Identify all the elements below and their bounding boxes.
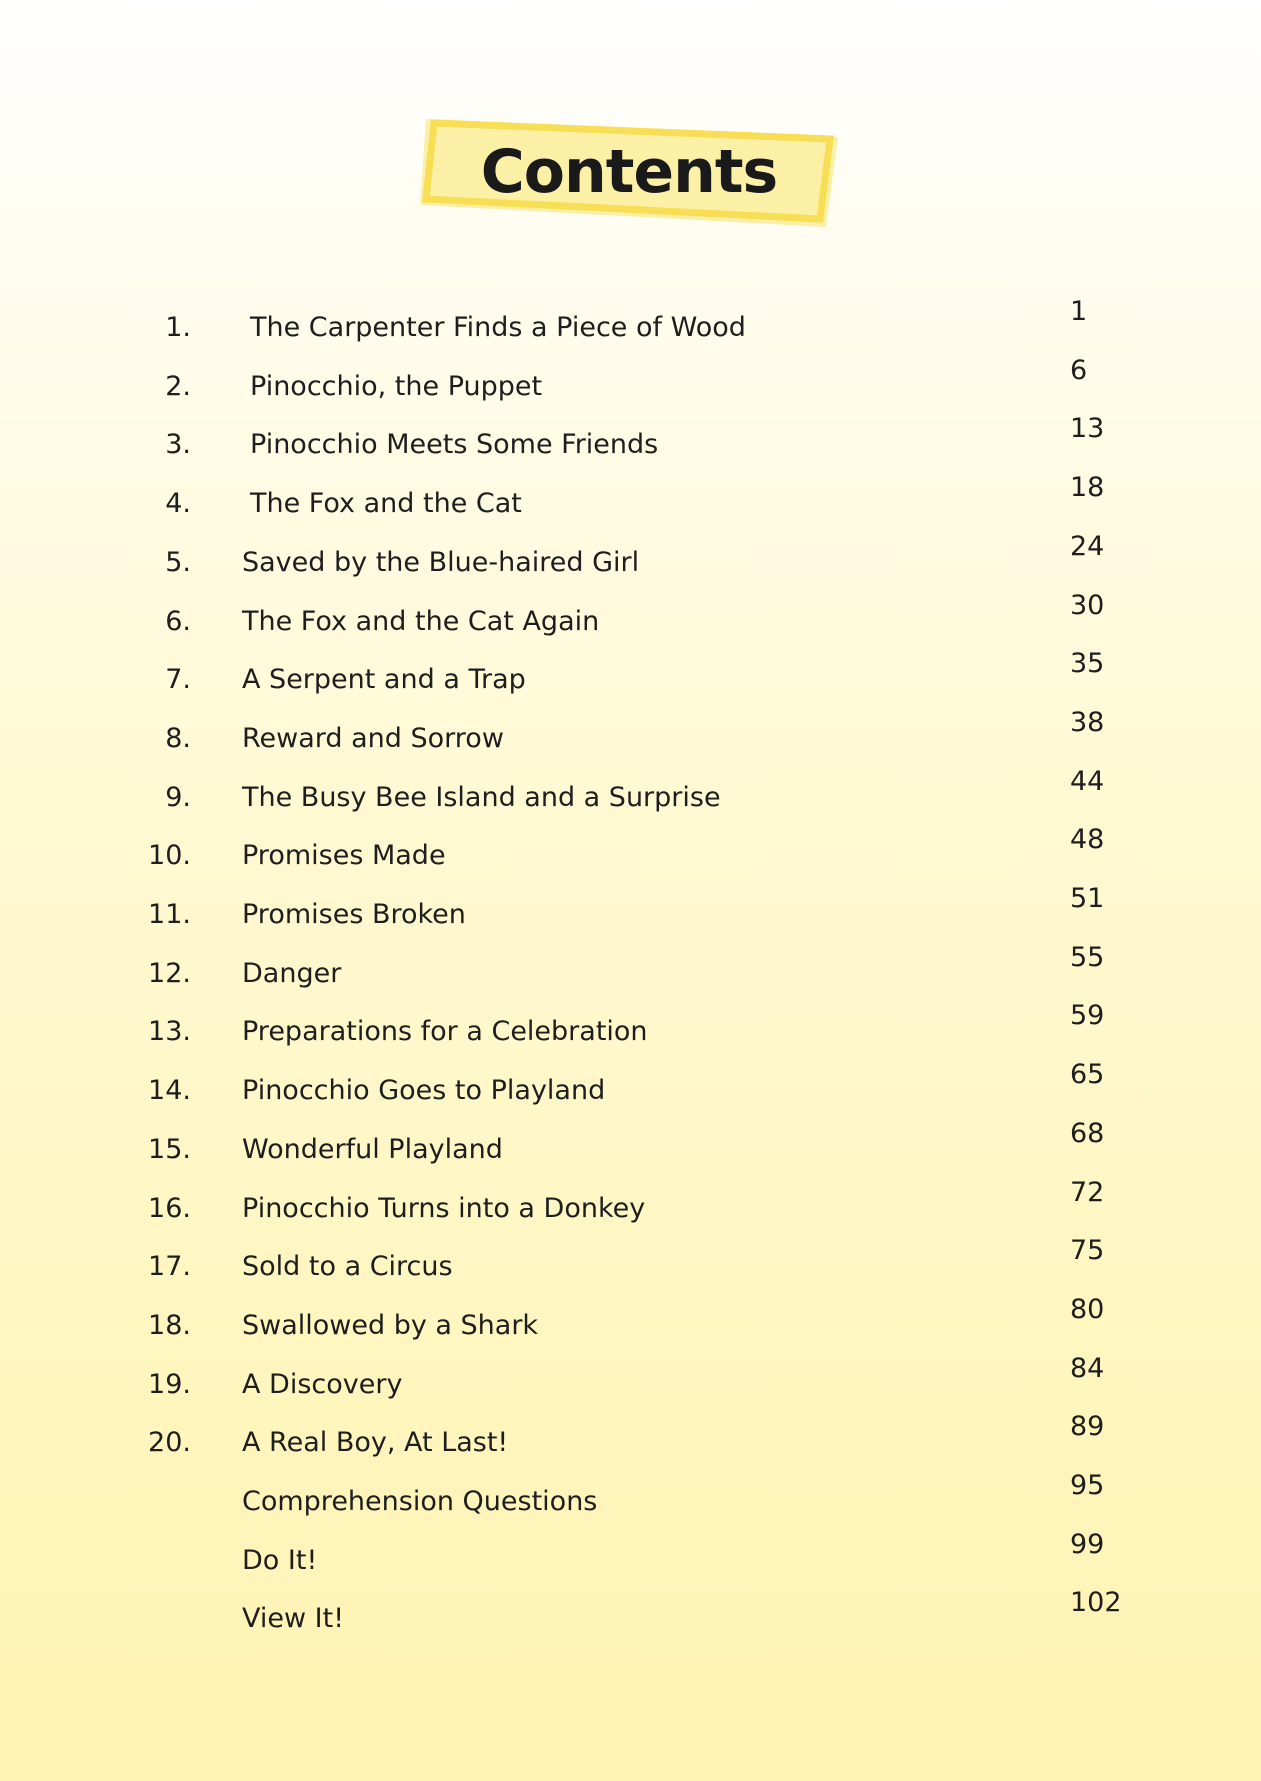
page-number: 84 (1070, 1352, 1105, 1384)
chapter-number: 10. (148, 840, 191, 872)
chapter-number: 11. (148, 899, 191, 930)
contents-heading-label (420, 115, 838, 227)
chapter-number: 13. (148, 1016, 191, 1048)
chapter-title: The Carpenter Finds a Piece of Wood (250, 312, 746, 343)
chapter-title: The Busy Bee Island and a Surprise (242, 781, 721, 813)
page-number: 44 (1070, 765, 1105, 797)
page-number: 59 (1070, 1000, 1105, 1032)
chapter-number: 3. (165, 429, 191, 461)
toc-entry (0, 1293, 1261, 1346)
chapter-number: 1. (165, 312, 191, 343)
chapter-title: Pinocchio, the Puppet (250, 370, 543, 402)
chapter-number: 19. (148, 1368, 191, 1400)
toc-entry (0, 1411, 1261, 1463)
page-number: 51 (1070, 883, 1105, 914)
chapter-number: 5. (165, 546, 191, 578)
chapter-title: Preparations for a Celebration (242, 1016, 648, 1048)
toc-entry (0, 589, 1261, 642)
chapter-number: 8. (165, 722, 191, 754)
toc-entry (0, 1587, 1261, 1639)
chapter-title: A Serpent and a Trap (242, 664, 526, 696)
chapter-title: The Fox and the Cat (250, 488, 522, 520)
page-number: 75 (1070, 1235, 1105, 1267)
toc-entry (0, 1235, 1261, 1287)
chapter-number: 16. (148, 1192, 191, 1224)
chapter-title: Wonderful Playland (242, 1133, 503, 1165)
page-number: 35 (1070, 648, 1105, 680)
chapter-number: 18. (148, 1309, 191, 1341)
page-number: 1 (1070, 296, 1088, 327)
page-number: 30 (1070, 589, 1105, 621)
toc-entry (0, 883, 1261, 935)
toc-entry (0, 530, 1261, 583)
page-number: 72 (1070, 1176, 1105, 1208)
page-number: 102 (1070, 1587, 1122, 1619)
toc-entry (0, 765, 1261, 818)
chapter-title: A Real Boy, At Last! (242, 1427, 509, 1459)
page-number: 80 (1070, 1293, 1105, 1325)
chapter-title: Promises Broken (242, 899, 466, 930)
page-number: 48 (1070, 824, 1105, 856)
toc-entry (0, 1117, 1261, 1170)
chapter-title: View It! (242, 1603, 345, 1635)
page-number: 38 (1070, 706, 1105, 738)
page-number: 65 (1070, 1059, 1105, 1091)
chapter-title: Danger (242, 957, 342, 989)
chapter-title: Do It! (242, 1544, 318, 1576)
chapter-title: Promises Made (242, 840, 446, 872)
page-number: 24 (1070, 530, 1105, 562)
toc-entry (0, 413, 1261, 465)
chapter-number: 4. (165, 488, 191, 520)
page-number: 99 (1070, 1528, 1105, 1560)
chapter-title: Swallowed by a Shark (242, 1309, 539, 1341)
chapter-number: 15. (148, 1133, 191, 1165)
toc-entry (0, 941, 1261, 994)
chapter-number: 2. (165, 370, 191, 402)
chapter-number: 6. (165, 605, 191, 637)
page-number: 13 (1070, 413, 1105, 445)
toc-entry (0, 648, 1261, 700)
toc-entry (0, 354, 1261, 407)
page-number: 68 (1070, 1117, 1105, 1149)
toc-entry (0, 824, 1261, 876)
chapter-title: Sold to a Circus (242, 1251, 453, 1283)
toc-entry (0, 1059, 1261, 1111)
page-number: 18 (1070, 472, 1105, 504)
page-number: 55 (1070, 941, 1105, 973)
chapter-number: 14. (148, 1075, 191, 1107)
chapter-number: 17. (148, 1251, 191, 1283)
page-title: Contents (480, 137, 778, 207)
chapter-title: Pinocchio Turns into a Donkey (242, 1192, 646, 1224)
page-number: 89 (1070, 1411, 1105, 1443)
chapter-title: Reward and Sorrow (242, 722, 504, 754)
chapter-title: Saved by the Blue-haired Girl (242, 546, 640, 578)
toc-entry (0, 472, 1261, 524)
toc-entry (0, 1352, 1261, 1405)
toc-entry (0, 1528, 1261, 1581)
chapter-title: Pinocchio Goes to Playland (242, 1075, 606, 1107)
chapter-title: The Fox and the Cat Again (242, 605, 600, 637)
chapter-number: 20. (148, 1427, 191, 1459)
page-number: 6 (1070, 354, 1088, 386)
chapter-title: Comprehension Questions (242, 1486, 598, 1517)
chapter-number: 7. (165, 664, 191, 696)
chapter-number: 12. (148, 957, 191, 989)
toc-entry (0, 1470, 1261, 1522)
toc-entry (0, 1000, 1261, 1052)
toc-entry (0, 706, 1261, 759)
chapter-number: 9. (165, 781, 191, 813)
toc-entry (0, 1176, 1261, 1229)
chapter-title: A Discovery (242, 1368, 403, 1400)
chapter-title: Pinocchio Meets Some Friends (250, 429, 659, 461)
page-number: 95 (1070, 1470, 1105, 1501)
toc-entry (0, 296, 1261, 348)
